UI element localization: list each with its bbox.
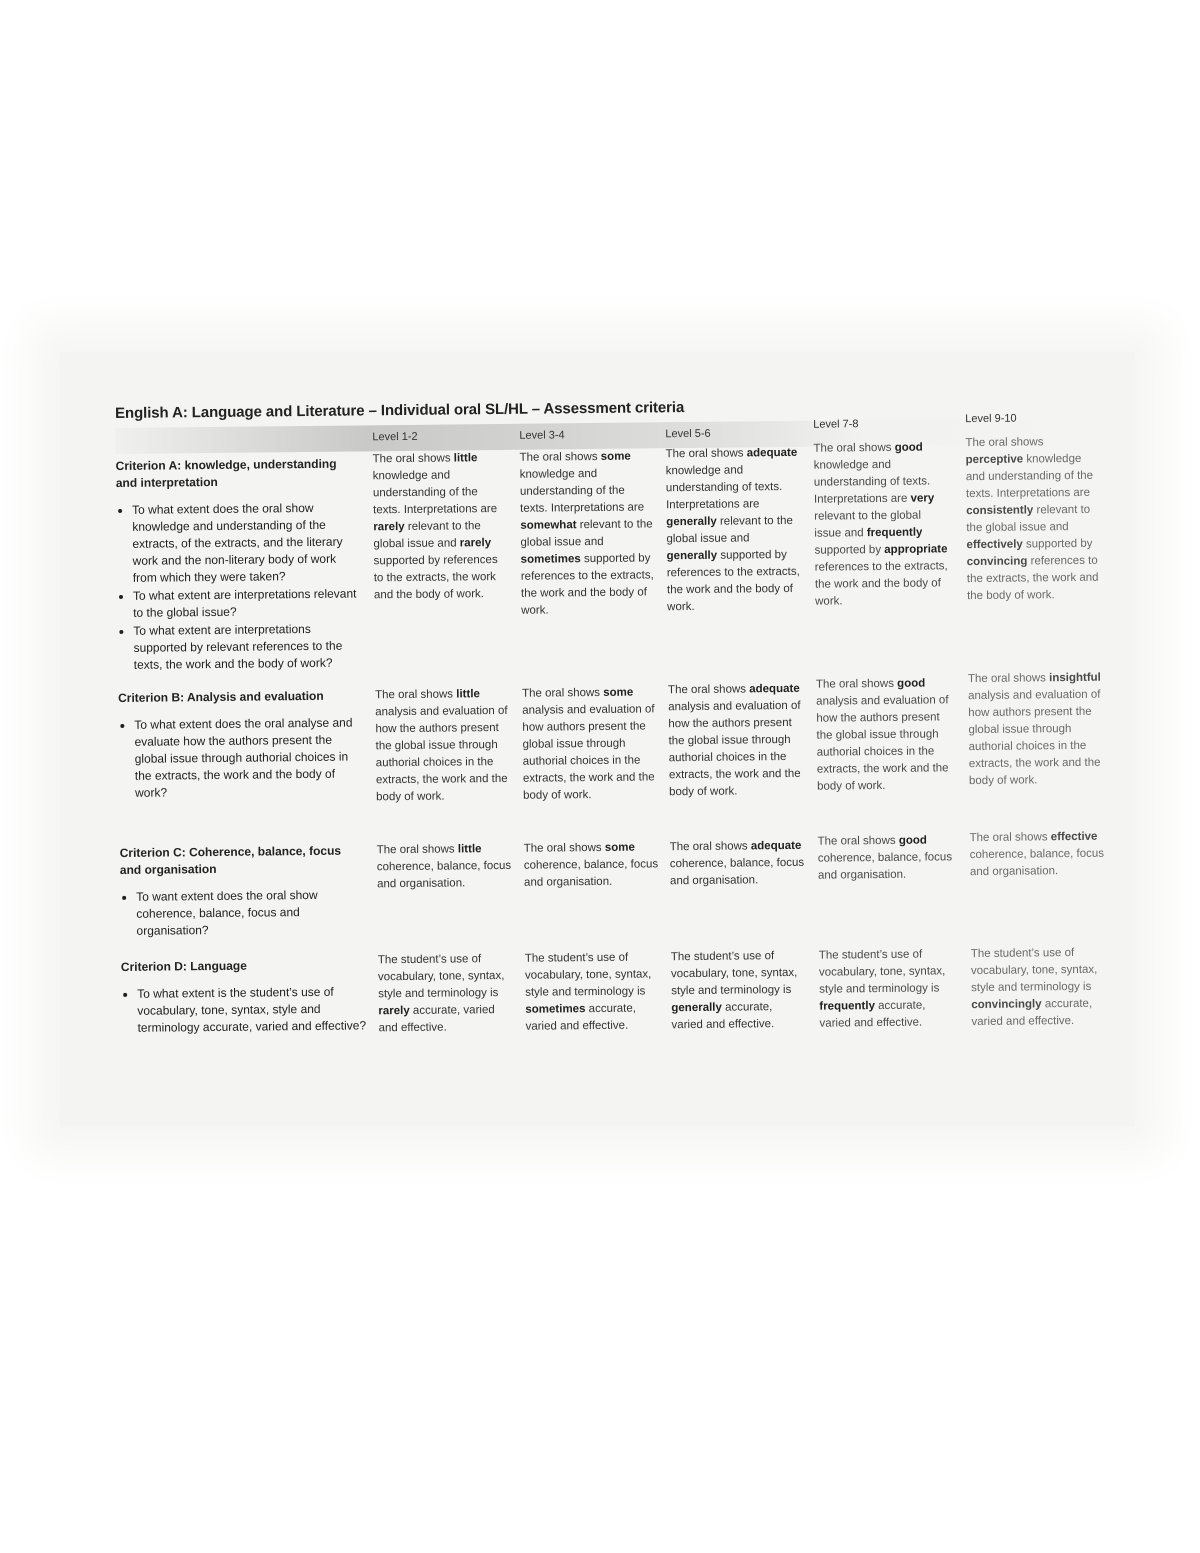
descriptor-emphasis: very <box>910 492 935 505</box>
descriptor-text: The oral shows <box>965 436 1044 450</box>
descriptor-cell <box>378 951 514 1037</box>
descriptor-text: The student’s use of vocabulary, tone, syntax, style and terminology is <box>524 951 652 999</box>
descriptor-text: accurate, varied and effective. <box>671 1001 775 1032</box>
descriptor-text: The oral shows <box>667 683 750 697</box>
document-title: English A: Language and Literature – Individual oral SL/HL – Assessment criteria <box>115 399 685 422</box>
descriptor-text: The student’s use of vocabulary, tone, syntax, style and terminology is <box>970 946 1098 995</box>
descriptor-text: supported by <box>814 543 885 557</box>
criterion-questions <box>116 499 363 674</box>
descriptor-text: supported by references to the extracts, the work and the body of work. <box>373 554 498 602</box>
criterion-question: • To what extent does the oral show knowledge and understanding of the extracts, of the extracts, and the literary work and the non-literary body of work from which they were taken? <box>132 499 362 586</box>
criterion-row-d <box>121 948 1122 1068</box>
descriptor-text: The oral shows <box>817 834 899 848</box>
descriptor-cell <box>670 838 806 890</box>
level-heading-7-8: Level 7-8 <box>813 418 859 431</box>
descriptor-text: The oral shows <box>815 677 898 691</box>
descriptor-text: The oral shows <box>813 441 895 455</box>
descriptor-text: relevant to the global issue and <box>666 514 793 546</box>
descriptor-emphasis: good <box>898 834 927 847</box>
descriptor-cell <box>375 686 511 806</box>
descriptor-emphasis: effective <box>1050 830 1098 844</box>
level-heading-5-6: Level 5-6 <box>665 427 711 441</box>
criterion-questions <box>120 886 366 940</box>
descriptor-cell <box>816 675 952 795</box>
descriptor-text: relevant to the global issue and <box>520 518 653 549</box>
criterion-question: • To what extent are interpretations supported by relevant references to the texts, the work and the body of work? <box>133 620 363 673</box>
descriptor-cell <box>819 946 955 1032</box>
descriptor-text: The oral shows <box>521 686 604 700</box>
descriptor-text: analysis and evaluation of how the authors present the global issue through authorial choices in the extracts, the work and the body of work. <box>816 694 949 793</box>
descriptor-emphasis: generally <box>666 515 717 529</box>
descriptor-text: The oral shows <box>523 841 605 855</box>
descriptor-emphasis: somewhat <box>520 519 577 532</box>
criterion-d <box>121 956 367 1038</box>
descriptor-text: knowledge and understanding of the texts. Interpretations are <box>519 467 645 515</box>
descriptor-text: The oral shows <box>376 843 458 857</box>
descriptor-emphasis: rarely <box>373 520 405 534</box>
descriptor-emphasis: effectively <box>966 538 1023 552</box>
descriptor-cell <box>969 829 1105 881</box>
descriptor-emphasis: sometimes <box>525 1003 586 1016</box>
descriptor-emphasis: good <box>894 441 923 454</box>
descriptor-text: accurate, varied and effective. <box>378 1004 495 1035</box>
descriptor-text: The oral shows <box>374 688 457 702</box>
criterion-question: • To what extent does the oral analyse and evaluate how the authors present the global issue through authorial choices in the extracts, the work and the body of work? <box>134 714 364 801</box>
descriptor-text: The student’s use of vocabulary, tone, syntax, style and terminology is <box>670 950 798 998</box>
descriptor-text: analysis and evaluation of how authors present the global issue through authorial choices in the extracts, the work and the body of work. <box>522 703 655 802</box>
descriptor-text: references to the extracts, the work and the body of work. <box>814 560 948 608</box>
descriptor-text: supported by <box>1022 537 1093 551</box>
descriptor-text: coherence, balance, focus and organisation. <box>969 847 1105 879</box>
descriptor-emphasis: frequently <box>819 1000 875 1013</box>
criterion-question: • To what extent is the student’s use of vocabulary, tone, syntax, style and terminology accurate, varied and effective? <box>137 983 367 1036</box>
criterion-title: Criterion D: Language <box>120 958 247 974</box>
descriptor-emphasis: rarely <box>459 537 492 550</box>
descriptor-text: coherence, balance, focus and organisation. <box>523 858 659 889</box>
descriptor-text: relevant to the global issue and <box>373 520 481 551</box>
descriptor-text: supported by references to the extracts, the work and the body of work. <box>520 552 654 617</box>
criterion-questions <box>118 714 364 802</box>
descriptor-emphasis: sometimes <box>520 553 581 566</box>
descriptor-emphasis: frequently <box>866 526 923 540</box>
descriptor-text: references to the extracts, the work and the body of work. <box>966 554 1099 603</box>
descriptor-emphasis: adequate <box>749 682 800 696</box>
descriptor-emphasis: adequate <box>746 446 798 460</box>
criterion-c <box>120 842 366 941</box>
descriptor-emphasis: some <box>604 841 635 854</box>
descriptor-cell <box>525 949 661 1035</box>
descriptor-text: The oral shows <box>969 831 1051 845</box>
descriptor-emphasis: little <box>457 843 482 856</box>
descriptor-cell <box>671 948 807 1034</box>
descriptor-emphasis: rarely <box>378 1004 410 1018</box>
descriptor-emphasis: appropriate <box>884 543 948 556</box>
descriptor-cell <box>668 681 804 801</box>
descriptor-text: knowledge and understanding of the texts. Interpretations are <box>965 452 1094 501</box>
descriptor-text: The oral shows <box>519 450 601 464</box>
descriptor-text: knowledge and understanding of texts. Interpretations are <box>813 458 931 506</box>
descriptor-cell <box>818 832 954 884</box>
criterion-b <box>118 687 364 803</box>
criterion-a <box>116 455 363 675</box>
descriptor-emphasis: generally <box>666 549 718 563</box>
descriptor-cell <box>813 439 950 610</box>
criterion-question: • To want extent does the oral show coherence, balance, focus and organisation? <box>136 886 366 939</box>
descriptor-text: knowledge and understanding of texts. Interpretations are <box>665 464 783 512</box>
descriptor-emphasis: some <box>600 450 631 463</box>
descriptor-emphasis: convincingly <box>971 998 1042 1012</box>
descriptor-emphasis: some <box>603 686 634 699</box>
descriptor-text: The oral shows <box>967 672 1050 686</box>
descriptor-text: analysis and evaluation of how the authors present the global issue through authorial choices in the extracts, the work and the body of work. <box>375 704 508 804</box>
descriptor-emphasis: generally <box>671 1001 722 1015</box>
descriptor-text: The student’s use of vocabulary, tone, syntax, style and terminology is <box>377 953 505 1001</box>
descriptor-text: analysis and evaluation of how the authors present the global issue through authorial choices in the extracts, the work and the body of work. <box>668 699 801 799</box>
level-heading-3-4: Level 3-4 <box>519 429 565 442</box>
criterion-title: Criterion A: knowledge, understanding and interpretation <box>115 456 337 490</box>
descriptor-text: The oral shows <box>372 452 454 466</box>
descriptor-text: The oral shows <box>665 447 747 461</box>
descriptor-emphasis: adequate <box>750 839 802 853</box>
descriptor-cell <box>665 445 802 616</box>
descriptor-cell <box>968 670 1104 790</box>
descriptor-text: The student’s use of vocabulary, tone, syntax, style and terminology is <box>818 948 946 996</box>
descriptor-text: accurate, varied and effective. <box>819 999 926 1030</box>
descriptor-emphasis: insightful <box>1049 671 1101 685</box>
descriptor-cell <box>971 945 1107 1031</box>
criterion-title: Criterion C: Coherence, balance, focus and organisation <box>119 843 342 877</box>
descriptor-text: analysis and evaluation of how authors present the global issue through authorial choices in the extracts, the work and the body of work. <box>968 688 1101 788</box>
descriptor-text: relevant to the global issue and <box>814 509 922 540</box>
descriptor-text: The oral shows <box>669 840 751 854</box>
descriptor-text: supported by references to the extracts, the work and the body of work. <box>666 548 800 614</box>
descriptor-text: relevant to the global issue and <box>966 503 1091 535</box>
descriptor-text: accurate, varied and effective. <box>525 1002 637 1033</box>
level-heading-9-10: Level 9-10 <box>965 412 1017 426</box>
criterion-questions <box>121 983 367 1037</box>
descriptor-emphasis: convincing <box>966 555 1028 569</box>
descriptor-emphasis: perceptive <box>965 453 1024 467</box>
descriptor-cell <box>524 839 660 891</box>
descriptor-cell <box>377 841 513 893</box>
descriptor-text: coherence, balance, focus and organisation. <box>817 851 953 882</box>
descriptor-emphasis: good <box>897 677 926 690</box>
criterion-row-b <box>117 671 1120 845</box>
descriptor-emphasis: little <box>456 688 480 701</box>
descriptor-text: coherence, balance, focus and organisation. <box>669 856 805 888</box>
criterion-question: • To what extent are interpretations relevant to the global issue? <box>133 585 362 621</box>
descriptor-cell <box>519 448 656 619</box>
descriptor-emphasis: little <box>453 452 478 465</box>
criterion-title: Criterion B: Analysis and evaluation <box>117 688 324 705</box>
descriptor-text: coherence, balance, focus and organisation. <box>376 859 512 891</box>
descriptor-cell <box>522 684 658 804</box>
descriptor-cell <box>372 450 509 604</box>
descriptor-emphasis: consistently <box>966 504 1034 518</box>
criterion-row-c <box>119 830 1121 959</box>
rubric-sheet <box>115 395 1122 1069</box>
descriptor-text: accurate, varied and effective. <box>971 997 1093 1029</box>
level-heading-1-2: Level 1-2 <box>372 430 418 444</box>
descriptor-text: knowledge and understanding of the texts. Interpretations are <box>372 469 498 517</box>
descriptor-cell <box>965 434 1102 605</box>
